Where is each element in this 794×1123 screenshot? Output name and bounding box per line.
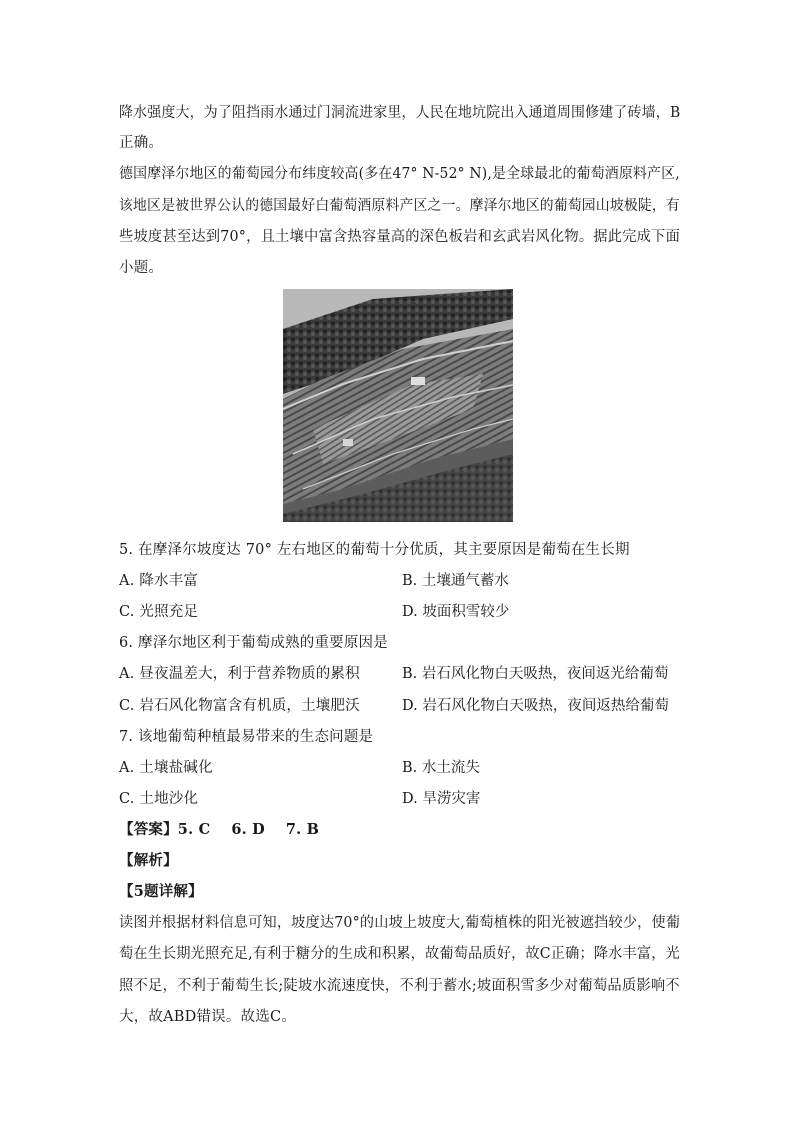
- question-5-option-c: C. 光照充足: [119, 604, 199, 620]
- question-5-option-b: B. 土壤通气蓄水: [402, 573, 509, 589]
- question-7-option-a: A. 土壤盐碱化: [119, 760, 213, 776]
- question-5-option-a: A. 降水丰富: [119, 573, 199, 589]
- passage-line: 小题。: [119, 260, 164, 276]
- analysis-sub-header: 【5题详解】: [119, 883, 203, 900]
- passage-line: 些坡度甚至达到70°，且土壤中富含热容量高的深色板岩和玄武岩风化物。据此完成下面: [119, 229, 681, 245]
- passage-line: 该地区是被世界公认的德国最好白葡萄酒原料产区之一。摩泽尔地区的葡萄园山坡极陡，有: [119, 198, 680, 214]
- question-7-option-c: C. 土地沙化: [119, 791, 199, 807]
- analysis-line: 照不足，不利于葡萄生长;陡坡水流速度快，不利于蓄水;坡面积雪多少对葡萄品质影响不: [119, 978, 680, 994]
- passage-line: 正确。: [119, 135, 164, 151]
- question-7-stem: 7. 该地葡萄种植最易带来的生态问题是: [119, 729, 374, 745]
- question-6-stem: 6. 摩泽尔地区利于葡萄成熟的重要原因是: [119, 635, 388, 651]
- answer-line: 【答案】5. C 6. D 7. B: [119, 821, 320, 838]
- analysis-line: 读图并根据材料信息可知，坡度达70°的山坡上坡度大,葡萄植株的阳光被遮挡较少，使葡: [119, 915, 681, 931]
- question-7-option-b: B. 水土流失: [402, 760, 480, 776]
- question-5-stem: 5. 在摩泽尔坡度达 70° 左右地区的葡萄十分优质，其主要原因是葡萄在生长期: [119, 542, 630, 558]
- question-6-option-a: A. 昼夜温差大，利于营养物质的累积: [119, 666, 360, 682]
- passage-line: 德国摩泽尔地区的葡萄园分布纬度较高(多在47° N-52° N),是全球最北的葡萄酒原料产区,: [119, 166, 680, 182]
- analysis-line: 萄在生长期光照充足,有利于糖分的生成和积累，故葡萄品质好，故C正确；降水丰富，光: [119, 946, 680, 962]
- question-6-option-b: B. 岩石风化物白天吸热，夜间返光给葡萄: [402, 666, 669, 682]
- question-5-option-d: D. 坡面积雪较少: [402, 604, 510, 620]
- question-6-option-d: D. 岩石风化物白天吸热，夜间返热给葡萄: [402, 698, 669, 714]
- question-7-option-d: D. 旱涝灾害: [402, 791, 481, 807]
- analysis-header: 【解析】: [119, 852, 178, 869]
- passage-line: 降水强度大，为了阻挡雨水通过门洞流进家里，人民在地坑院出入通道周围修建了砖墙，B: [119, 105, 681, 121]
- vineyard-photo-graphic: [283, 289, 513, 522]
- question-6-option-c: C. 岩石风化物富含有机质，土壤肥沃: [119, 698, 360, 714]
- vineyard-photo: [283, 289, 513, 522]
- analysis-line: 大，故ABD错误。故选C。: [119, 1009, 296, 1025]
